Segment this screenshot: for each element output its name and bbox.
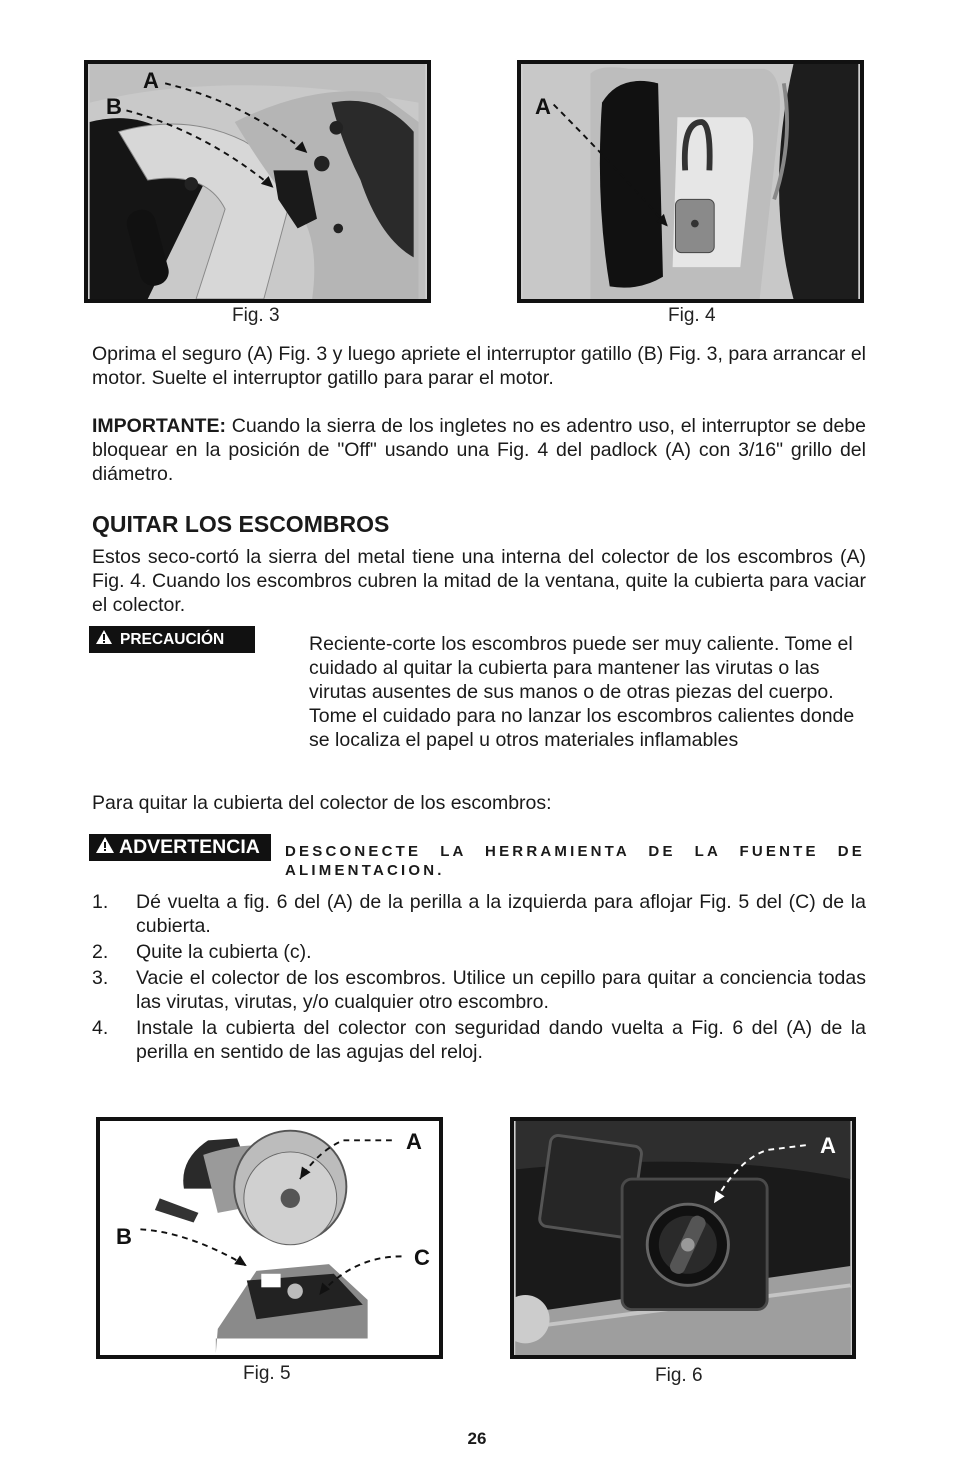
caution-label: PRECAUCIÓN: [120, 630, 225, 648]
saw-cover-removed-illustration: [100, 1121, 439, 1355]
switch-instructions: Oprima el seguro (A) Fig. 3 y luego apriete el interruptor gatillo (B) Fig. 3, para arrancar el motor. Suelte el interruptor gatillo para parar el motor.: [92, 343, 866, 389]
caution-text: Reciente-corte los escombros puede ser muy caliente. Tome el cuidado al quitar la cubierta para mantener las virutas o las virutas ausentes de sus manos o de otras piezas del cuerpo. Tome el cuidado para no lanzar los escombros calientes donde se localiza el papel u otros materiales inflamables: [309, 633, 855, 751]
figure-4-image: [517, 60, 864, 303]
section-paragraph: Estos seco-cortó la sierra del metal tiene una interna del colector de los escombros (A) Fig. 4. Cuando los escombros cubren la mitad de la ventana, quite la cubierta para vaciar el colector.: [92, 546, 866, 616]
remove-cover-intro: Para quitar la cubierta del colector de los escombros:: [92, 792, 552, 814]
step-text: Dé vuelta a fig. 6 del (A) de la perilla a la izquierda para aflojar Fig. 5 del (C) de la cubierta.: [136, 891, 866, 937]
list-item: [92, 966, 866, 1014]
step-number: 3.: [92, 967, 109, 989]
warning-triangle-icon: [95, 836, 115, 860]
step-number: 1.: [92, 891, 109, 913]
important-label: IMPORTANTE:: [92, 415, 226, 437]
figure-3-caption: Fig. 3: [232, 305, 280, 326]
cover-knob-illustration: [514, 1121, 852, 1355]
warning-badge: [89, 834, 271, 861]
figure-4-caption: Fig. 4: [668, 305, 716, 326]
warning-triangle-icon: [95, 629, 113, 650]
list-item: [92, 940, 866, 964]
section-heading: QUITAR LOS ESCOMBROS: [92, 511, 390, 537]
step-number: 4.: [92, 1017, 109, 1039]
callout-a: A: [820, 1133, 836, 1158]
figure-6-image: [510, 1117, 856, 1359]
callout-b: B: [116, 1224, 132, 1249]
warning-text: DESCONECTE LA HERRAMIENTA DE LA FUENTE DE ALIMENTACION.: [285, 843, 865, 879]
important-note: [92, 414, 866, 486]
callout-a: A: [143, 68, 159, 93]
important-text: Cuando la sierra de los ingletes no es adentro uso, el interruptor se debe bloquear en la posición de "Off" usando una Fig. 4 del padlock (A) con 3/16" grillo del diámetro.: [92, 415, 866, 485]
caution-badge: [89, 626, 255, 653]
figure-3-image: [84, 60, 431, 303]
figure-6-caption: Fig. 6: [655, 1365, 703, 1386]
padlock-on-switch-illustration: [521, 64, 860, 299]
step-number: 2.: [92, 941, 109, 963]
steps-list: [92, 890, 866, 1066]
callout-b: B: [106, 94, 122, 119]
step-text: Vacie el colector de los escombros. Utilice un cepillo para quitar a conciencia todas las virutas, virutas, y/o cualquier otro escombro.: [136, 967, 866, 1013]
saw-handle-lock-illustration: [88, 64, 427, 299]
figure-5-caption: Fig. 5: [243, 1363, 291, 1384]
list-item: [92, 890, 866, 938]
callout-c: C: [414, 1245, 430, 1270]
warning-label: ADVERTENCIA: [119, 836, 260, 858]
callout-a: A: [535, 94, 551, 119]
figure-5-image: [96, 1117, 443, 1359]
step-text: Instale la cubierta del colector con seguridad dando vuelta a Fig. 6 del (A) de la perilla en sentido de las agujas del reloj.: [136, 1017, 866, 1063]
page-number: 26: [467, 1429, 487, 1448]
list-item: [92, 1016, 866, 1064]
callout-a: A: [406, 1129, 422, 1154]
step-text: Quite la cubierta (c).: [136, 941, 312, 963]
